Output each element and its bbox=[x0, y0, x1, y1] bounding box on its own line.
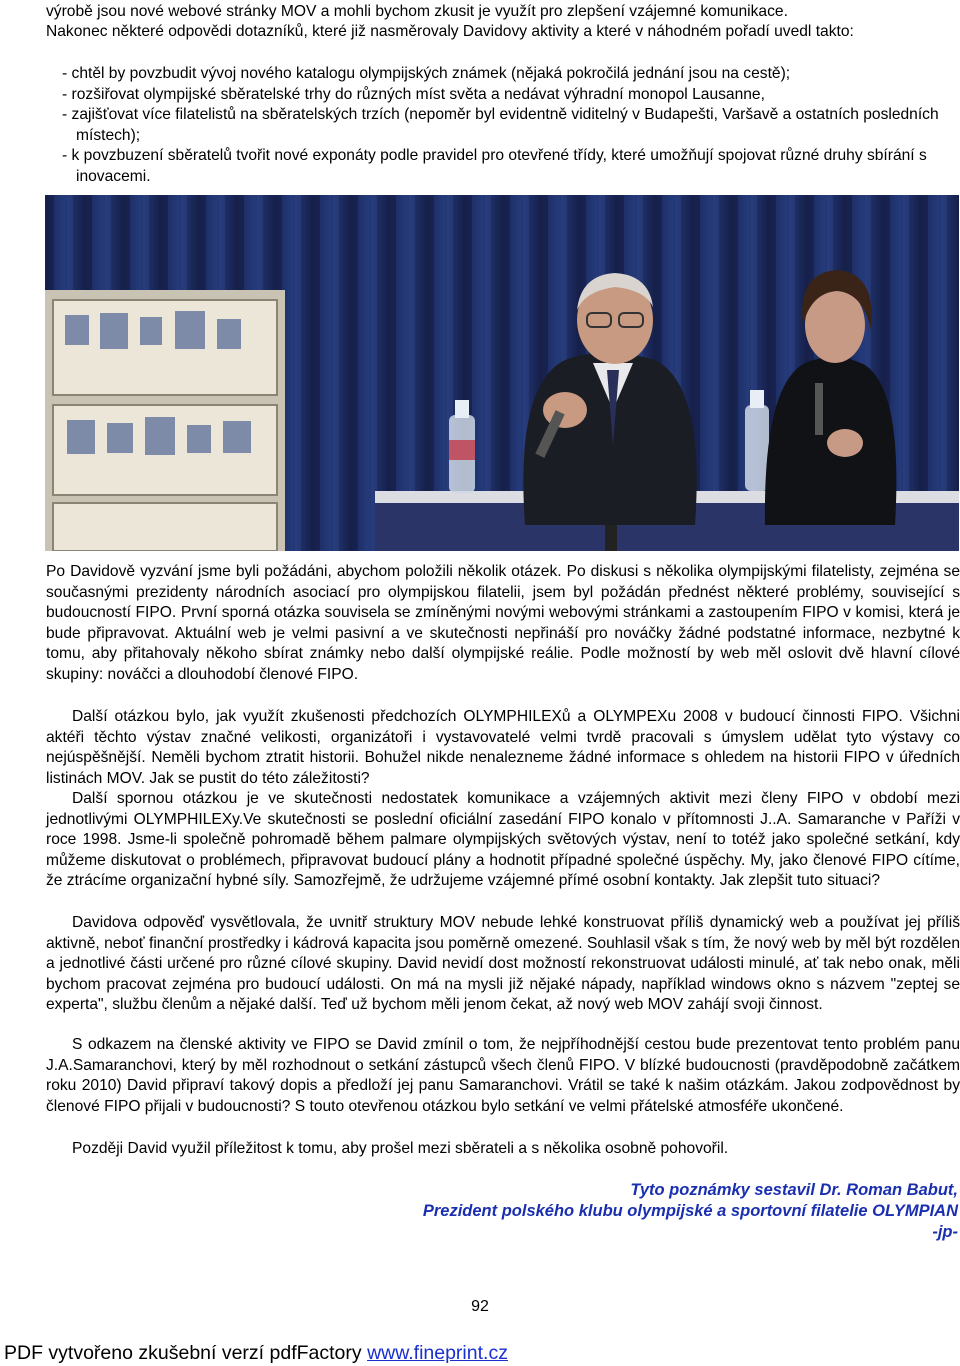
signature-author: Tyto poznámky sestavil Dr. Roman Babut, bbox=[630, 1181, 958, 1199]
event-photo bbox=[45, 195, 959, 551]
bullet-item: - chtěl by povzbudit vývoj nového katalogu olympijských známek (nějaká pokročilá jednání jsou na cestě); bbox=[62, 65, 791, 82]
pdf-footer bbox=[4, 1341, 508, 1365]
signature-initials: -jp- bbox=[932, 1223, 958, 1241]
bullet-item: - rozšiřovat olympijské sběratelské trhy do různých míst světa a nedávat výhradní monopol Lausanne, bbox=[62, 86, 765, 103]
bullet-item: - zajišťovat více filatelistů na sběratelských trzích (nepoměr byl evidentně viditelný v Budapešti, Varšavě a ostatních posledních místech); bbox=[62, 106, 939, 144]
paragraph: Po Davidově vyzvání jsme byli požádáni, abychom položili několik otázek. Po diskusi s několika olympijskými filatelisty, zejména se současnými prezidenty národních asociací pro olympijskou filatelii, jsem byl požádán přednést některé problémy, související s budoucností FIPO. První sporná otázka souvisela se zmíněnými novými webovými stránkami a zastoupením FIPO v komisi, která je bude připravovat. Aktuální web je velmi pasivní a ve skutečnosti nepřináší pro nováčky žádné podstatné informace, nezbytné k tomu, aby přitahovaly někoho sbírat známky nebo další olympijské reálie. Podle možností by web měl oslovit dvě hlavní cílové skupiny: nováčci a dlouhodobí členové FIPO. bbox=[46, 563, 960, 683]
footer-text: PDF vytvořeno zkušební verzí pdfFactory bbox=[4, 1342, 368, 1364]
signature-title: Prezident polského klubu olympijské a sportovní filatelie OLYMPIAN bbox=[422, 1202, 958, 1220]
paragraph: Další otázkou bylo, jak využít zkušenosti předchozích OLYMPHILEXů a OLYMPEXu 2008 v budoucí činnosti FIPO. Všichni aktéři těchto výstav značné velikosti, organizátoři i vystavovatelé velmi tvrdě pracovali s úmyslem udělat tyto výstavy co nejúspěšnější. Neměli bychom ztratit historii. Bohužel nikde nenalezneme žádné informace s ohledem na historii FIPO v úředních listinách MOV. Jak se pustit do této záležitosti? bbox=[46, 708, 960, 787]
footer-link[interactable]: www.fineprint.cz bbox=[367, 1342, 508, 1364]
paragraph: Davidova odpověď vysvětlovala, že uvnitř struktury MOV nebude lehké konstruovat příliš dynamický web a používat jej příliš aktivně, neboť finanční prostředky i kádrová kapacita jsou poměrně omezené. Souhlasil však s tím, že nový web by měl být rozdělen a jednotlivé části určené pro různé cílové skupiny. David nevidí dost možností rekonstruovat události minulé, ať tak nebo onak, měli bychom pracovat zejména pro budoucí události. On má na mysli již nějaké nápady, například windows okno s názvem "zeptej se experta", službu členům a nějaké další. Teď už bychom měli jenom čekat, až nový web MOV zahájí svoji činnost. bbox=[46, 914, 960, 1014]
paragraph: Další spornou otázkou je ve skutečnosti nedostatek komunikace a vzájemných aktivit mezi členy FIPO v období mezi jednotlivými OLYMPHILEXy.Ve skutečnosti se poslední oficiální zasedání FIPO konalo v přítomnosti J..A. Samaranche v Paříži v roce 1998. Jsme-li společně pohromadě během palmare olympijských světových výstav, není to totéž jako společné setkání, kdy můžeme diskutovat o problémech, připravovat budoucí plány a hodnotit případné společné úspěchy. My, jako členové FIPO cítíme, že ztrácíme organizační hybné síly. Samozřejmě, že udržujeme vzájemné přímé osobní kontakty. Jak zlepšit tuto situaci? bbox=[46, 790, 960, 890]
photo-illustration bbox=[45, 195, 959, 551]
bullet-item: - k povzbuzení sběratelů tvořit nové exponáty podle pravidel pro otevřené třídy, které umožňují spojovat různé druhy sbírání s inovacemi. bbox=[62, 147, 927, 185]
intro-continued-line: výrobě jsou nové webové stránky MOV a mohli bychom zkusit je využít pro zlepšení vzájemné komunikace. bbox=[46, 3, 788, 20]
paragraph: Později David využil příležitost k tomu, aby prošel mezi sběrateli a s několika osobně pohovořil. bbox=[72, 1140, 729, 1157]
page-number: 92 bbox=[471, 1298, 489, 1315]
paragraph: S odkazem na členské aktivity ve FIPO se David zmínil o tom, že nejpříhodnější cestou bude prezentovat tento problém panu J.A.Samaranchovi, který by měl rozhodnout o setkání zástupců všech členů FIPO. V blízké budoucnosti (pravděpodobně začátkem roku 2010) David připraví takový dopis a předloží jej panu Samaranchovi. Vrátil se také k našim otázkám. Jakou zodpovědnost by členové FIPO přijali v budoucnosti? S touto otevřenou otázkou bylo setkání ve velmi přátelské atmosféře ukončené. bbox=[46, 1036, 960, 1115]
intro-lead-paragraph: Nakonec některé odpovědi dotazníků, které již nasměrovaly Davidovy aktivity a které v náhodném pořadí uvedl takto: bbox=[46, 23, 854, 40]
